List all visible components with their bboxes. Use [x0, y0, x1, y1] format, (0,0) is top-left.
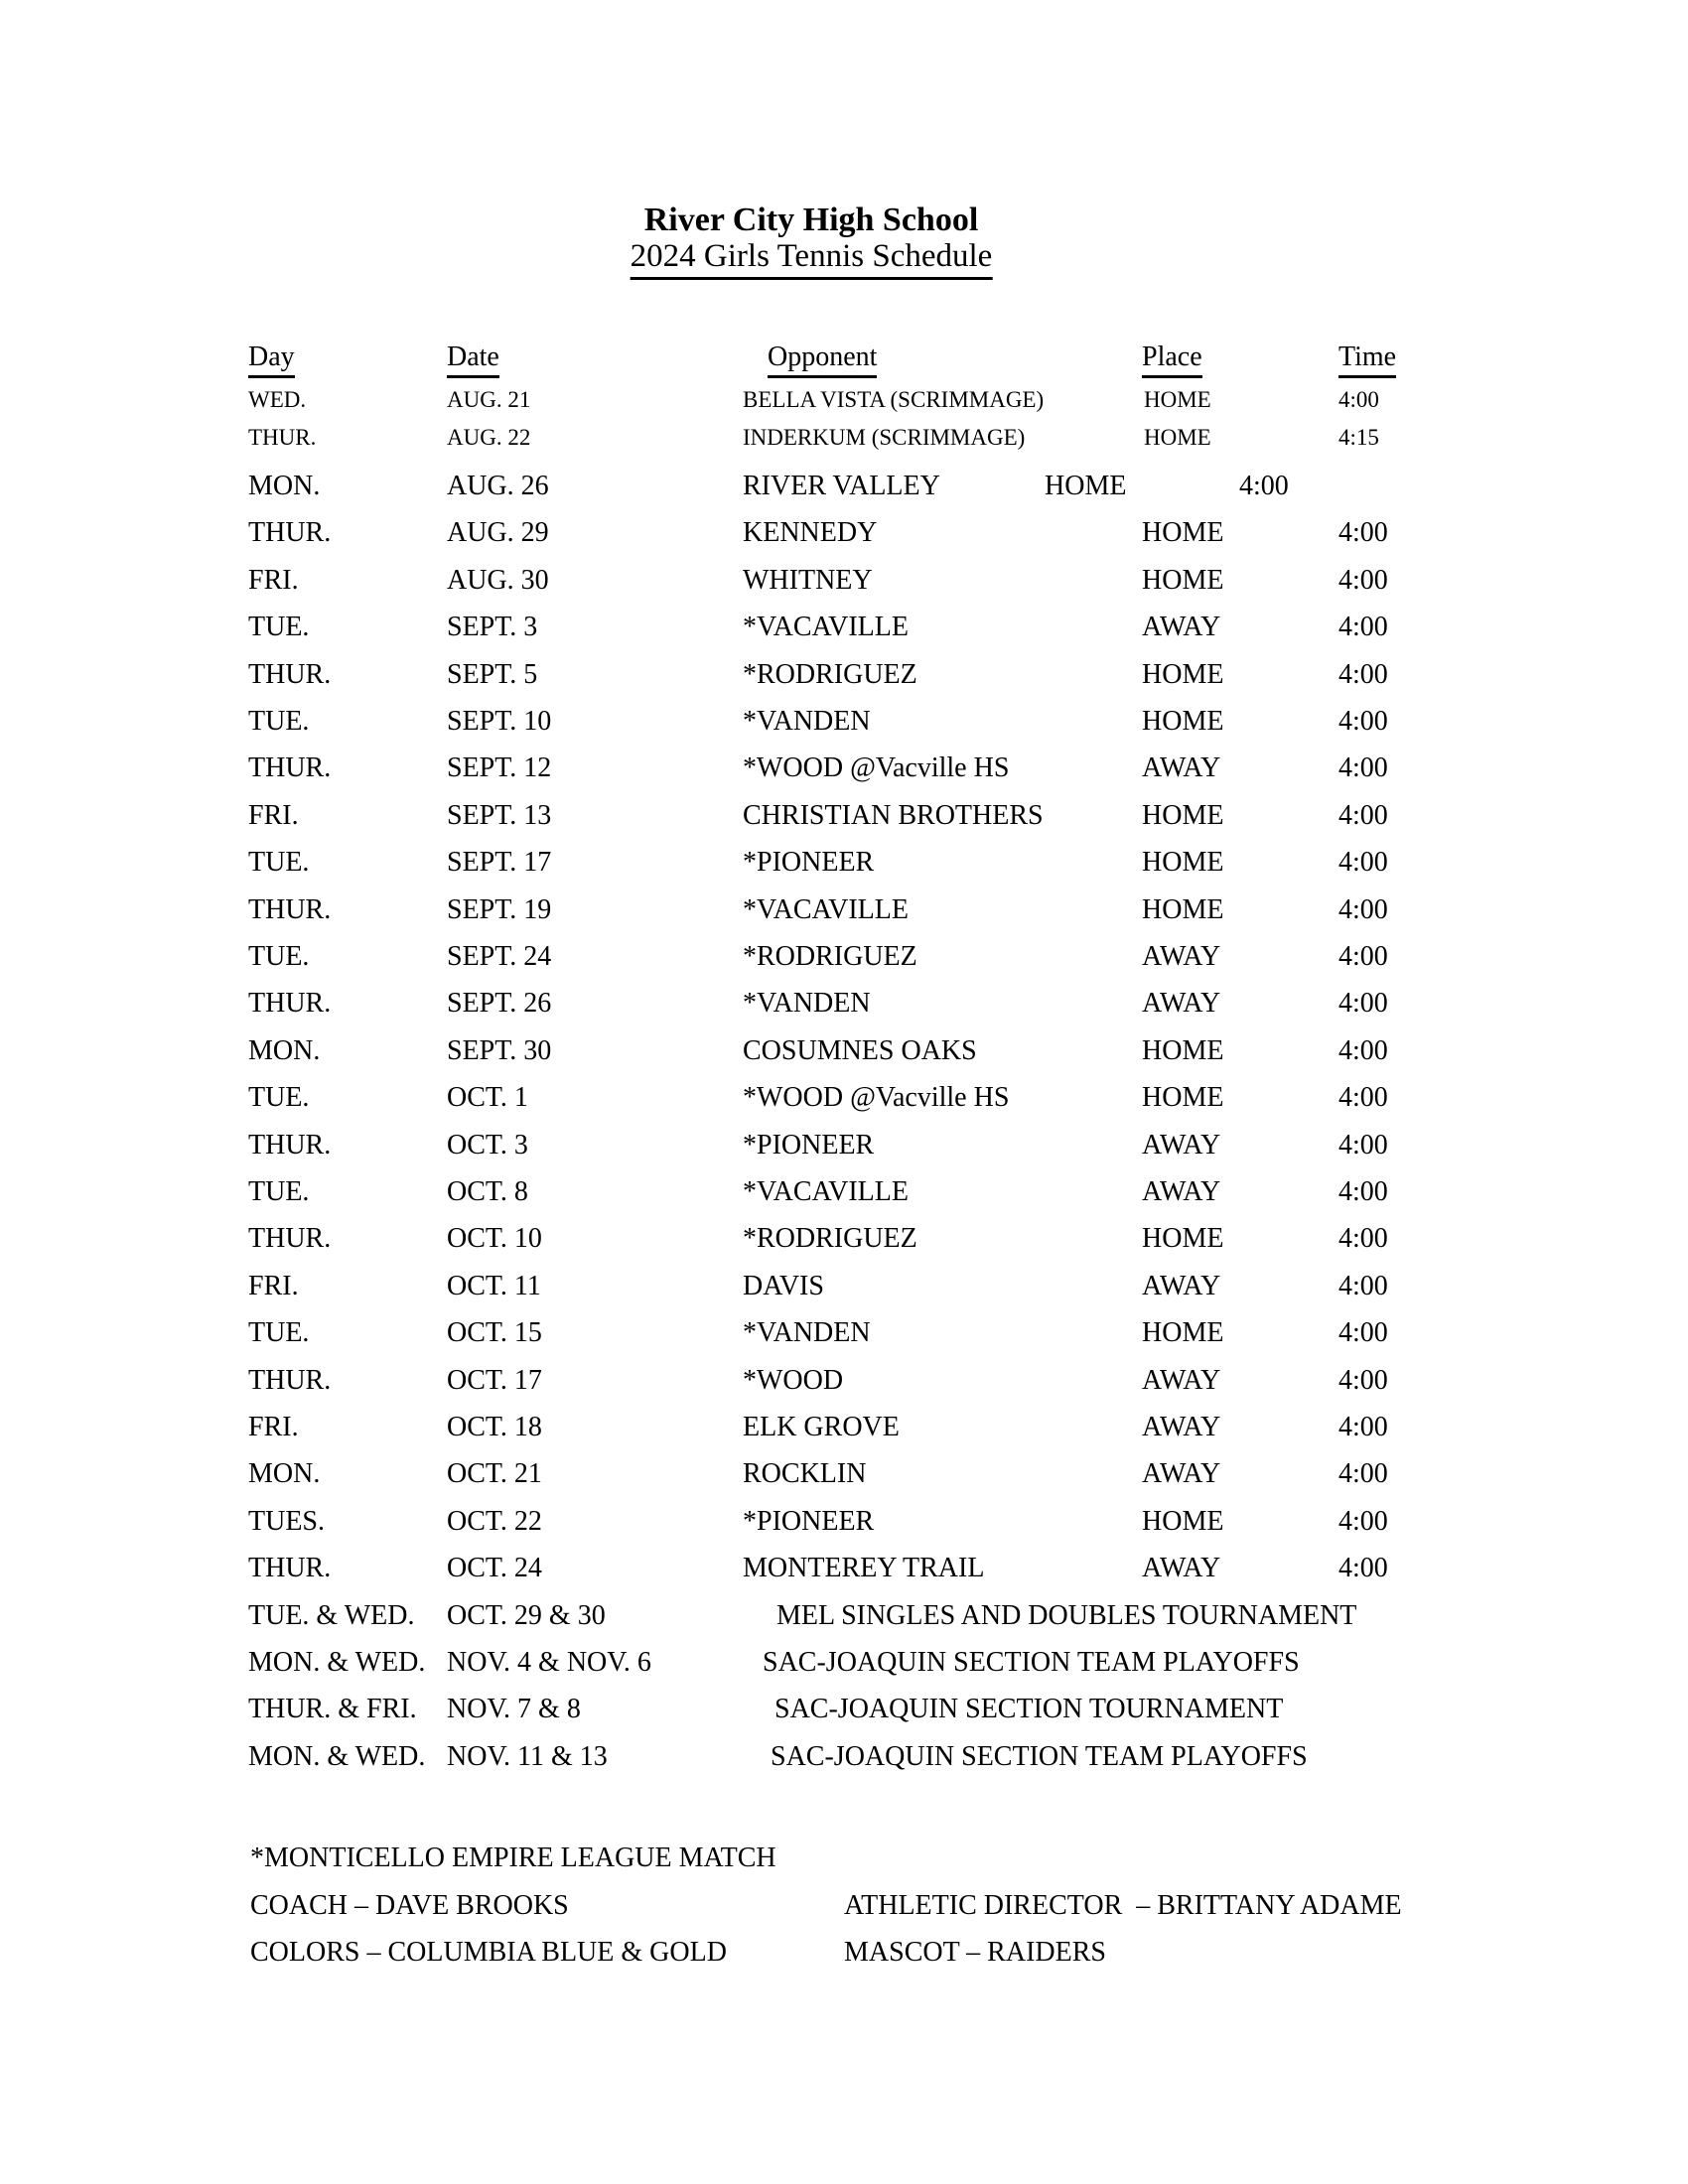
place-cell: HOME	[1142, 565, 1224, 596]
place-cell: HOME	[1142, 1035, 1224, 1066]
day-cell: THUR.	[248, 988, 332, 1019]
date-cell: SEPT. 26	[447, 988, 552, 1019]
day-cell: MON. & WED.	[248, 1647, 426, 1678]
opponent-cell: *PIONEER	[743, 847, 875, 878]
place-cell: HOME	[1142, 517, 1224, 548]
column-header-time: Time	[1338, 343, 1396, 378]
page-title: 2024 Girls Tennis Schedule	[631, 240, 993, 280]
opponent-cell: CHRISTIAN BROTHERS	[743, 800, 1044, 831]
day-cell: FRI.	[248, 800, 299, 831]
time-cell: 4:00	[1338, 387, 1379, 412]
place-cell: HOME	[1045, 471, 1127, 501]
time-cell: 4:00	[1338, 988, 1388, 1019]
place-cell: HOME	[1144, 387, 1211, 412]
date-cell: AUG. 29	[447, 517, 549, 548]
opponent-cell: BELLA VISTA (SCRIMMAGE)	[743, 387, 1045, 412]
time-cell: 4:15	[1338, 425, 1379, 450]
time-cell: 4:00	[1338, 565, 1388, 596]
opponent-cell: SAC-JOAQUIN SECTION TOURNAMENT	[774, 1694, 1284, 1724]
date-cell: AUG. 21	[447, 387, 531, 412]
time-cell: 4:00	[1338, 847, 1388, 878]
date-cell: OCT. 21	[447, 1458, 542, 1489]
day-cell: TUE. & WED.	[248, 1600, 415, 1631]
opponent-cell: INDERKUM (SCRIMMAGE)	[743, 425, 1026, 450]
date-cell: SEPT. 12	[447, 752, 552, 783]
opponent-cell: DAVIS	[743, 1271, 824, 1301]
date-cell: SEPT. 10	[447, 706, 552, 737]
time-cell: 4:00	[1338, 517, 1388, 548]
time-cell: 4:00	[1338, 659, 1388, 690]
date-cell: OCT. 11	[447, 1271, 541, 1301]
time-cell: 4:00	[1338, 1553, 1388, 1583]
opponent-cell: *RODRIGUEZ	[743, 941, 917, 972]
opponent-cell: *VANDEN	[743, 988, 871, 1019]
day-cell: MON.	[248, 1035, 321, 1066]
date-cell: OCT. 8	[447, 1176, 528, 1207]
opponent-cell: MONTEREY TRAIL	[743, 1553, 985, 1583]
time-cell: 4:00	[1239, 471, 1289, 501]
opponent-cell: COSUMNES OAKS	[743, 1035, 977, 1066]
colors-line: COLORS – COLUMBIA BLUE & GOLD	[250, 1937, 727, 1968]
day-cell: MON. & WED.	[248, 1741, 426, 1772]
date-cell: SEPT. 5	[447, 659, 538, 690]
day-cell: THUR.	[248, 894, 332, 925]
place-cell: AWAY	[1142, 988, 1221, 1019]
place-cell: HOME	[1142, 659, 1224, 690]
opponent-cell: ELK GROVE	[743, 1412, 900, 1442]
date-cell: SEPT. 3	[447, 612, 538, 642]
date-cell: OCT. 10	[447, 1223, 542, 1254]
day-cell: TUE.	[248, 1082, 310, 1113]
time-cell: 4:00	[1338, 612, 1388, 642]
place-cell: AWAY	[1142, 1458, 1221, 1489]
day-cell: FRI.	[248, 1412, 299, 1442]
day-cell: THUR.	[248, 425, 317, 450]
day-cell: TUE.	[248, 941, 310, 972]
time-cell: 4:00	[1338, 1317, 1388, 1348]
date-cell: AUG. 26	[447, 471, 549, 501]
mascot-line: MASCOT – RAIDERS	[844, 1937, 1106, 1968]
opponent-cell: *VACAVILLE	[743, 894, 909, 925]
time-cell: 4:00	[1338, 706, 1388, 737]
time-cell: 4:00	[1338, 1223, 1388, 1254]
opponent-cell: *VACAVILLE	[743, 612, 909, 642]
day-cell: TUES.	[248, 1506, 325, 1537]
place-cell: HOME	[1142, 800, 1224, 831]
time-cell: 4:00	[1338, 1130, 1388, 1160]
time-cell: 4:00	[1338, 1412, 1388, 1442]
day-cell: THUR.	[248, 1365, 332, 1396]
place-cell: AWAY	[1142, 752, 1221, 783]
day-cell: THUR.	[248, 752, 332, 783]
opponent-cell: KENNEDY	[743, 517, 878, 548]
opponent-cell: *WOOD @Vacville HS	[743, 752, 1010, 783]
date-cell: NOV. 11 & 13	[447, 1741, 608, 1772]
date-cell: OCT. 1	[447, 1082, 528, 1113]
time-cell: 4:00	[1338, 1082, 1388, 1113]
date-cell: SEPT. 13	[447, 800, 552, 831]
day-cell: TUE.	[248, 847, 310, 878]
opponent-cell: *VANDEN	[743, 706, 871, 737]
opponent-cell: *VACAVILLE	[743, 1176, 909, 1207]
day-cell: TUE.	[248, 1176, 310, 1207]
place-cell: AWAY	[1142, 1130, 1221, 1160]
place-cell: HOME	[1142, 1317, 1224, 1348]
place-cell: HOME	[1142, 894, 1224, 925]
athletic-director-line: ATHLETIC DIRECTOR – BRITTANY ADAME	[844, 1890, 1402, 1921]
day-cell: THUR.	[248, 1553, 332, 1583]
opponent-cell: WHITNEY	[743, 565, 873, 596]
day-cell: TUE.	[248, 612, 310, 642]
day-cell: THUR. & FRI.	[248, 1694, 417, 1724]
date-cell: NOV. 4 & NOV. 6	[447, 1647, 651, 1678]
day-cell: MON.	[248, 1458, 321, 1489]
opponent-cell: *VANDEN	[743, 1317, 871, 1348]
opponent-cell: *RODRIGUEZ	[743, 1223, 917, 1254]
coach-line: COACH – DAVE BROOKS	[250, 1890, 569, 1921]
day-cell: THUR.	[248, 659, 332, 690]
place-cell: AWAY	[1142, 612, 1221, 642]
time-cell: 4:00	[1338, 941, 1388, 972]
day-cell: FRI.	[248, 1271, 299, 1301]
time-cell: 4:00	[1338, 1365, 1388, 1396]
place-cell: HOME	[1142, 706, 1224, 737]
opponent-cell: *PIONEER	[743, 1130, 875, 1160]
opponent-cell: SAC-JOAQUIN SECTION TEAM PLAYOFFS	[771, 1741, 1308, 1772]
time-cell: 4:00	[1338, 1506, 1388, 1537]
place-cell: HOME	[1142, 1506, 1224, 1537]
opponent-cell: SAC-JOAQUIN SECTION TEAM PLAYOFFS	[763, 1647, 1300, 1678]
day-cell: TUE.	[248, 706, 310, 737]
day-cell: TUE.	[248, 1317, 310, 1348]
date-cell: OCT. 17	[447, 1365, 542, 1396]
day-cell: MON.	[248, 471, 321, 501]
opponent-cell: *RODRIGUEZ	[743, 659, 917, 690]
day-cell: THUR.	[248, 1130, 332, 1160]
date-cell: NOV. 7 & 8	[447, 1694, 581, 1724]
place-cell: AWAY	[1142, 1271, 1221, 1301]
date-cell: AUG. 30	[447, 565, 549, 596]
place-cell: AWAY	[1142, 941, 1221, 972]
date-cell: OCT. 3	[447, 1130, 528, 1160]
date-cell: SEPT. 19	[447, 894, 552, 925]
day-cell: WED.	[248, 387, 307, 412]
place-cell: HOME	[1142, 847, 1224, 878]
date-cell: OCT. 22	[447, 1506, 542, 1537]
date-cell: SEPT. 24	[447, 941, 552, 972]
time-cell: 4:00	[1338, 1035, 1388, 1066]
time-cell: 4:00	[1338, 752, 1388, 783]
opponent-cell: RIVER VALLEY	[743, 471, 940, 501]
date-cell: OCT. 24	[447, 1553, 542, 1583]
time-cell: 4:00	[1338, 1458, 1388, 1489]
day-cell: THUR.	[248, 1223, 332, 1254]
date-cell: OCT. 18	[447, 1412, 542, 1442]
place-cell: AWAY	[1142, 1412, 1221, 1442]
opponent-cell: ROCKLIN	[743, 1458, 867, 1489]
opponent-cell: *WOOD	[743, 1365, 844, 1396]
school-name: River City High School	[643, 202, 979, 238]
place-cell: AWAY	[1142, 1553, 1221, 1583]
time-cell: 4:00	[1338, 1176, 1388, 1207]
column-header-date: Date	[447, 343, 499, 378]
time-cell: 4:00	[1338, 800, 1388, 831]
place-cell: AWAY	[1142, 1365, 1221, 1396]
column-header-opponent: Opponent	[768, 343, 877, 378]
date-cell: OCT. 29 & 30	[447, 1600, 606, 1631]
league-note: *MONTICELLO EMPIRE LEAGUE MATCH	[250, 1843, 776, 1873]
day-cell: FRI.	[248, 565, 299, 596]
place-cell: AWAY	[1142, 1176, 1221, 1207]
place-cell: HOME	[1144, 425, 1211, 450]
opponent-cell: MEL SINGLES AND DOUBLES TOURNAMENT	[776, 1600, 1357, 1631]
opponent-cell: *PIONEER	[743, 1506, 875, 1537]
place-cell: HOME	[1142, 1223, 1224, 1254]
time-cell: 4:00	[1338, 894, 1388, 925]
date-cell: SEPT. 17	[447, 847, 552, 878]
column-header-day: Day	[248, 343, 295, 378]
opponent-cell: *WOOD @Vacville HS	[743, 1082, 1010, 1113]
date-cell: AUG. 22	[447, 425, 531, 450]
column-header-place: Place	[1142, 343, 1202, 378]
time-cell: 4:00	[1338, 1271, 1388, 1301]
date-cell: SEPT. 30	[447, 1035, 552, 1066]
date-cell: OCT. 15	[447, 1317, 542, 1348]
day-cell: THUR.	[248, 517, 332, 548]
place-cell: HOME	[1142, 1082, 1224, 1113]
